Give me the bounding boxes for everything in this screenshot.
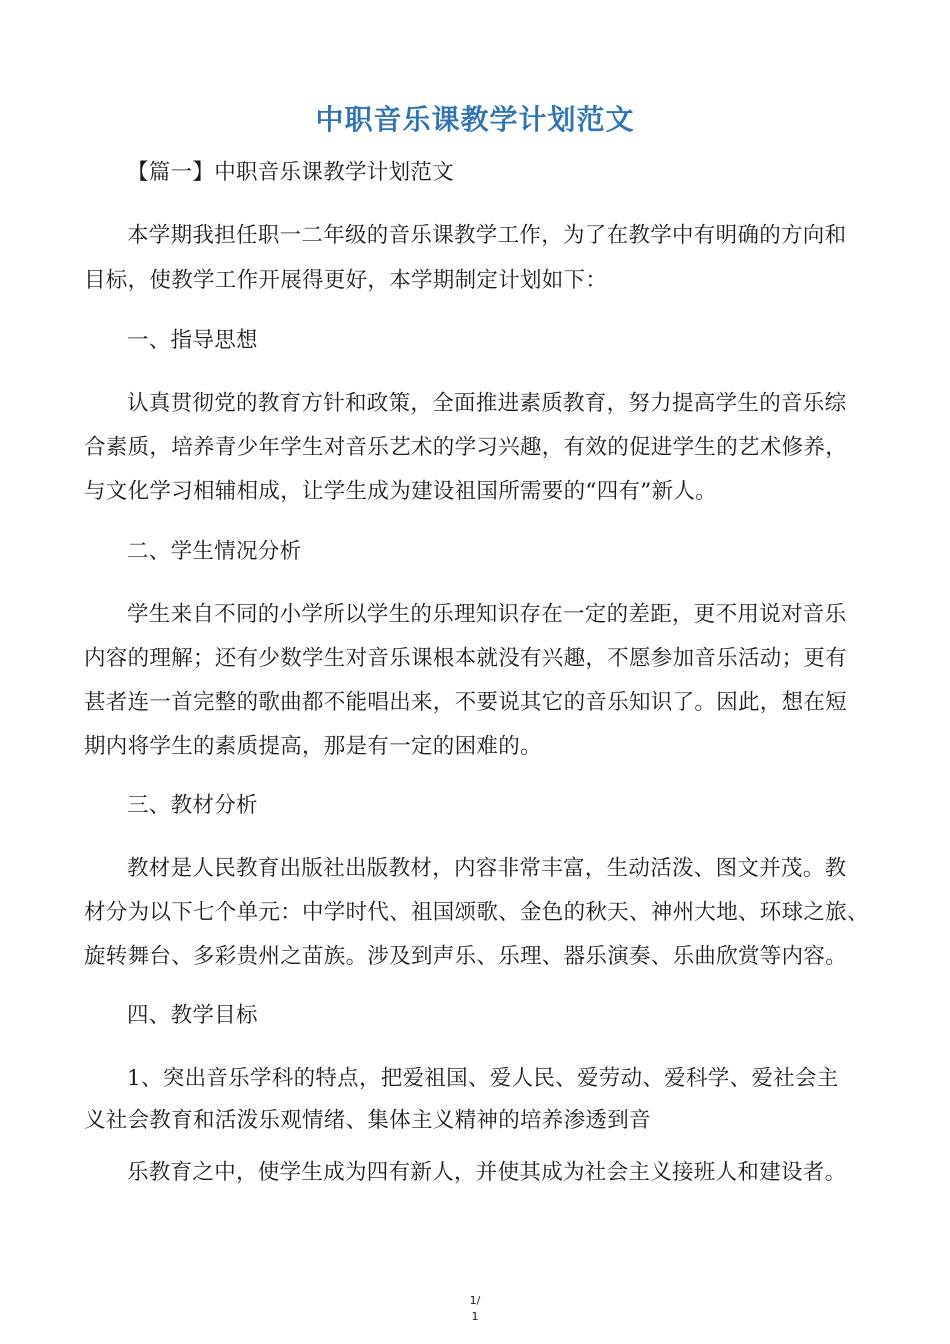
paragraph-line: 目标，使教学工作开展得更好，本学期制定计划如下：: [84, 268, 608, 293]
section-heading: 二、学生情况分析: [127, 539, 302, 564]
paragraph-line: 旋转舞台、多彩贵州之苗族。涉及到声乐、乐理、器乐演奏、乐曲欣赏等内容。: [84, 944, 848, 969]
section-heading: 三、教材分析: [127, 793, 258, 818]
paragraph-line: 乐教育之中，使学生成为四有新人，并使其成为社会主义接班人和建设者。: [127, 1160, 847, 1185]
section-heading: 四、教学目标: [127, 1003, 258, 1028]
paragraph-line: 1、突出音乐学科的特点，把爱祖国、爱人民、爱劳动、爱科学、爱社会主: [127, 1066, 839, 1091]
paragraph-line: 本学期我担任职一二年级的音乐课教学工作，为了在教学中有明确的方向和: [127, 223, 847, 248]
paragraph-line: 合素质，培养青少年学生对音乐艺术的学习兴趣，有效的促进学生的艺术修养，: [84, 435, 848, 460]
paragraph-line: 甚者连一首完整的歌曲都不能唱出来，不要说其它的音乐知识了。因此，想在短: [84, 690, 848, 715]
page-number: 1/: [469, 1294, 481, 1307]
section-heading: 一、指导思想: [127, 328, 258, 353]
paragraph-line: 期内将学生的素质提高，那是有一定的困难的。: [84, 734, 542, 759]
paragraph-line: 义社会教育和活泼乐观情绪、集体主义精神的培养渗透到音: [84, 1108, 651, 1133]
paragraph-line: 认真贯彻党的教育方针和政策，全面推进素质教育，努力提高学生的音乐综: [127, 391, 847, 416]
paragraph-line: 与文化学习相辅相成，让学生成为建设祖国所需要的“四有”新人。: [84, 479, 717, 504]
paragraph-line: 材分为以下七个单元：中学时代、祖国颂歌、金色的秋天、神州大地、环球之旅、: [84, 900, 869, 925]
paragraph-line: 教材是人民教育出版社出版教材，内容非常丰富，生动活泼、图文并茂。教: [127, 856, 847, 881]
page-total: 1: [471, 1310, 479, 1323]
paragraph-line: 学生来自不同的小学所以学生的乐理知识存在一定的差距，更不用说对音乐: [127, 602, 847, 627]
document-title: 中职音乐课教学计划范文: [315, 103, 635, 136]
section-heading: 【篇一】中职音乐课教学计划范文: [127, 160, 455, 185]
paragraph-line: 内容的理解；还有少数学生对音乐课根本就没有兴趣，不愿参加音乐活动；更有: [84, 646, 848, 671]
